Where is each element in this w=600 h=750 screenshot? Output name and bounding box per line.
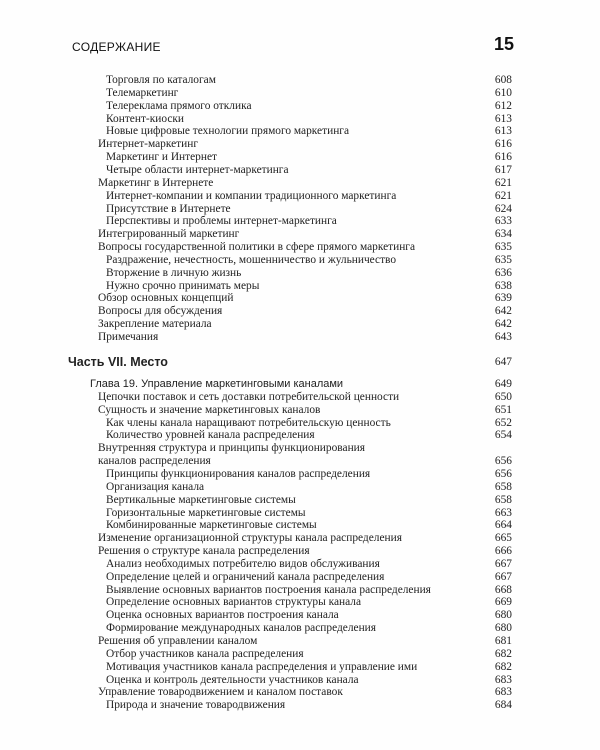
toc-entry-page: 616 <box>494 151 512 164</box>
toc-entry-page: 616 <box>494 138 512 151</box>
toc-entry <box>0 661 600 674</box>
toc-entry <box>0 571 600 584</box>
toc-entry-title: Определение основных вариантов структуры канала <box>106 596 362 609</box>
toc-entry <box>0 699 600 712</box>
toc-entry <box>0 507 600 520</box>
toc-entry <box>0 558 600 571</box>
toc-entry-title: Интернет-маркетинг <box>98 138 199 151</box>
toc-entry-page: 684 <box>494 699 512 712</box>
toc-entry-title: каналов распределения <box>98 455 211 468</box>
toc-entry-title: Телереклама прямого отклика <box>106 99 252 112</box>
toc-entry-page: 663 <box>494 506 512 519</box>
toc-entry-page: 680 <box>494 609 512 622</box>
toc-entry <box>0 331 600 344</box>
toc-entry-page: 638 <box>494 279 512 292</box>
toc-entry <box>0 125 600 138</box>
toc-entry-title: Отбор участников канала распределения <box>106 647 304 660</box>
toc-entry-title: Формирование международных каналов распределения <box>106 622 377 635</box>
toc-entry-page: 621 <box>494 176 512 189</box>
toc-entry <box>0 138 600 151</box>
toc-entry-title: Обзор основных концепций <box>98 292 234 305</box>
toc-entry-title: Новые цифровые технологии прямого маркетинга <box>106 125 350 138</box>
toc-entry-title: Организация канала <box>106 480 205 493</box>
toc-entry <box>0 648 600 661</box>
toc-entry <box>0 545 600 558</box>
toc-entry-page: 656 <box>494 467 512 480</box>
toc-entry-title: Решения о структуре канала распределения <box>98 545 310 558</box>
toc-entry-page: 682 <box>494 647 512 660</box>
toc-entry-page: 666 <box>494 545 512 558</box>
toc-entry <box>0 318 600 331</box>
toc-entry-title: Закрепление материала <box>98 318 212 331</box>
toc-entry-page: 658 <box>494 493 512 506</box>
toc-entry-title: Определение целей и ограничений канала распределения <box>106 570 385 583</box>
toc-entry-page: 683 <box>494 673 512 686</box>
toc-entry-title: Раздражение, нечестность, мошенничество и жульничество <box>106 253 397 266</box>
toc-entry <box>0 292 600 305</box>
toc-entry-title: Выявление основных вариантов построения канала распределения <box>106 583 431 596</box>
toc-entry <box>0 87 600 100</box>
toc-entry-title: Горизонтальные маркетинговые системы <box>106 506 306 519</box>
toc-chapter-heading <box>0 378 600 391</box>
toc-entry-title: Присутствие в Интернете <box>106 202 231 215</box>
toc-entry-title: Количество уровней канала распределения <box>106 429 315 442</box>
toc-entry-page: 617 <box>494 163 512 176</box>
toc-entry <box>0 151 600 164</box>
toc-entry-title: Цепочки поставок и сеть доставки потребительской ценности <box>98 390 400 403</box>
toc-entry-page: 608 <box>494 74 512 86</box>
toc-entry-page: 667 <box>494 570 512 583</box>
toc-entry-page: 683 <box>494 686 512 699</box>
toc-entry-page: 612 <box>494 99 512 112</box>
toc-entry <box>0 228 600 241</box>
toc-entry <box>0 519 600 532</box>
toc-entry-page: 649 <box>494 378 512 390</box>
toc-entry-title: Оценка и контроль деятельности участников канала <box>106 673 359 686</box>
toc-entry-page: 680 <box>494 622 512 635</box>
toc-entry-title: Интернет-компании и компании традиционного маркетинга <box>106 189 397 202</box>
toc-entry-title: Маркетинг в Интернете <box>98 176 214 189</box>
toc-entry <box>0 280 600 293</box>
toc-entry-title: Сущность и значение маркетинговых каналов <box>98 403 321 416</box>
toc-entry-page: 682 <box>494 660 512 673</box>
toc-entry-title: Маркетинг и Интернет <box>106 151 217 164</box>
toc-entry-page: 613 <box>494 112 512 125</box>
toc-entry <box>0 203 600 216</box>
toc-entry <box>0 674 600 687</box>
toc-entry-title: Контент-киоски <box>106 112 185 125</box>
toc-entry-title: Часть VII. Место <box>68 355 168 369</box>
toc-entry-title: Мотивация участников канала распределения и управление ими <box>106 660 418 673</box>
toc-entry-title: Внутренняя структура и принципы функционирования <box>98 442 366 455</box>
toc-entry-page: 642 <box>494 318 512 331</box>
toc-entry-title: Телемаркетинг <box>106 86 179 99</box>
toc-entry <box>0 584 600 597</box>
toc-entry <box>0 391 600 404</box>
toc-entry <box>0 241 600 254</box>
toc-entry <box>0 455 600 468</box>
toc-entry-title: Как члены канала наращивают потребительскую ценность <box>106 416 391 429</box>
toc-entry <box>0 254 600 267</box>
toc-entry-page: 621 <box>494 189 512 202</box>
toc-entry-page: 635 <box>494 253 512 266</box>
toc-entry-title: Вторжение в личную жизнь <box>106 266 242 279</box>
toc-entry-title: Решения об управлении каналом <box>98 635 258 647</box>
toc-entry-title: Вопросы государственной политики в сфере прямого маркетинга <box>98 241 416 254</box>
toc-entry <box>0 468 600 481</box>
toc-entry <box>0 686 600 699</box>
toc-entry-title: Принципы функционирования каналов распределения <box>106 467 371 480</box>
toc-entry <box>0 215 600 228</box>
toc-entry-page: 650 <box>494 390 512 403</box>
toc-entry-page: 624 <box>494 202 512 215</box>
toc-entry <box>0 177 600 190</box>
toc-entry-page: 669 <box>494 596 512 609</box>
toc-entry-title: Оценка основных вариантов построения канала <box>106 609 339 622</box>
toc-entry-title: Торговля по каталогам <box>106 74 216 86</box>
toc-entry <box>0 481 600 494</box>
toc-entry <box>0 113 600 126</box>
toc-entry-title: Нужно срочно принимать меры <box>106 279 260 292</box>
toc-entry <box>0 442 600 455</box>
toc-entry <box>0 417 600 430</box>
toc-entry-title: Интегрированный маркетинг <box>98 228 240 241</box>
toc-entry-title: Примечания <box>98 331 159 343</box>
toc-entry-page: 642 <box>494 305 512 318</box>
toc-entry-page: 652 <box>494 416 512 429</box>
toc-part-heading <box>0 356 600 369</box>
toc-entry <box>0 622 600 635</box>
toc-entry-page: 635 <box>494 241 512 254</box>
running-header-page-number: 15 <box>494 34 515 54</box>
toc-entry <box>0 190 600 203</box>
toc-entry-page: 647 <box>494 356 512 368</box>
toc-entry-title: Природа и значение товародвижения <box>106 699 286 712</box>
running-header-title: СОДЕРЖАНИЕ <box>72 40 161 54</box>
toc-entry-page: 665 <box>494 532 512 545</box>
toc-entry-title: Анализ необходимых потребителю видов обслуживания <box>106 557 380 570</box>
toc-entry-page: 656 <box>494 455 512 468</box>
toc-entry-title: Глава 19. Управление маркетинговыми каналами <box>90 378 344 390</box>
toc-entry <box>0 404 600 417</box>
toc-entry-title: Управление товародвижением и каналом поставок <box>98 686 343 699</box>
toc-entry-title: Изменение организационной структуры канала распределения <box>98 532 402 545</box>
toc-entry <box>0 609 600 622</box>
toc-entry-page: 664 <box>494 519 512 532</box>
toc-entry-title: Вертикальные маркетинговые системы <box>106 493 296 506</box>
toc-entry <box>0 305 600 318</box>
toc-entry <box>0 429 600 442</box>
toc-entry <box>0 635 600 648</box>
toc-entry-title: Комбинированные маркетинговые системы <box>106 519 317 532</box>
toc-entry-page: 633 <box>494 215 512 228</box>
toc-entry <box>0 164 600 177</box>
toc-entry-title: Вопросы для обсуждения <box>98 305 223 318</box>
toc-entry-page: 681 <box>494 635 512 647</box>
toc-entry-page: 658 <box>494 480 512 493</box>
toc-entry-page: 636 <box>494 266 512 279</box>
toc-entry-page: 668 <box>494 583 512 596</box>
toc-entry-title: Четыре области интернет-маркетинга <box>106 163 289 176</box>
toc-entry-page: 639 <box>494 292 512 305</box>
toc-entry <box>0 74 600 87</box>
toc-entry <box>0 267 600 280</box>
toc-entry-page: 643 <box>494 331 512 343</box>
toc-entry <box>0 532 600 545</box>
toc-entry <box>0 596 600 609</box>
toc-entry-title: Перспективы и проблемы интернет-маркетинга <box>106 215 337 228</box>
toc-entry-page: 667 <box>494 557 512 570</box>
toc-entry-page: 654 <box>494 429 512 442</box>
toc-entry <box>0 100 600 113</box>
toc-entry-page: 634 <box>494 228 512 241</box>
toc-entry <box>0 494 600 507</box>
toc-entry-page: 610 <box>494 86 512 99</box>
toc-entry-page: 651 <box>494 403 512 416</box>
toc-entry-page: 613 <box>494 125 512 138</box>
